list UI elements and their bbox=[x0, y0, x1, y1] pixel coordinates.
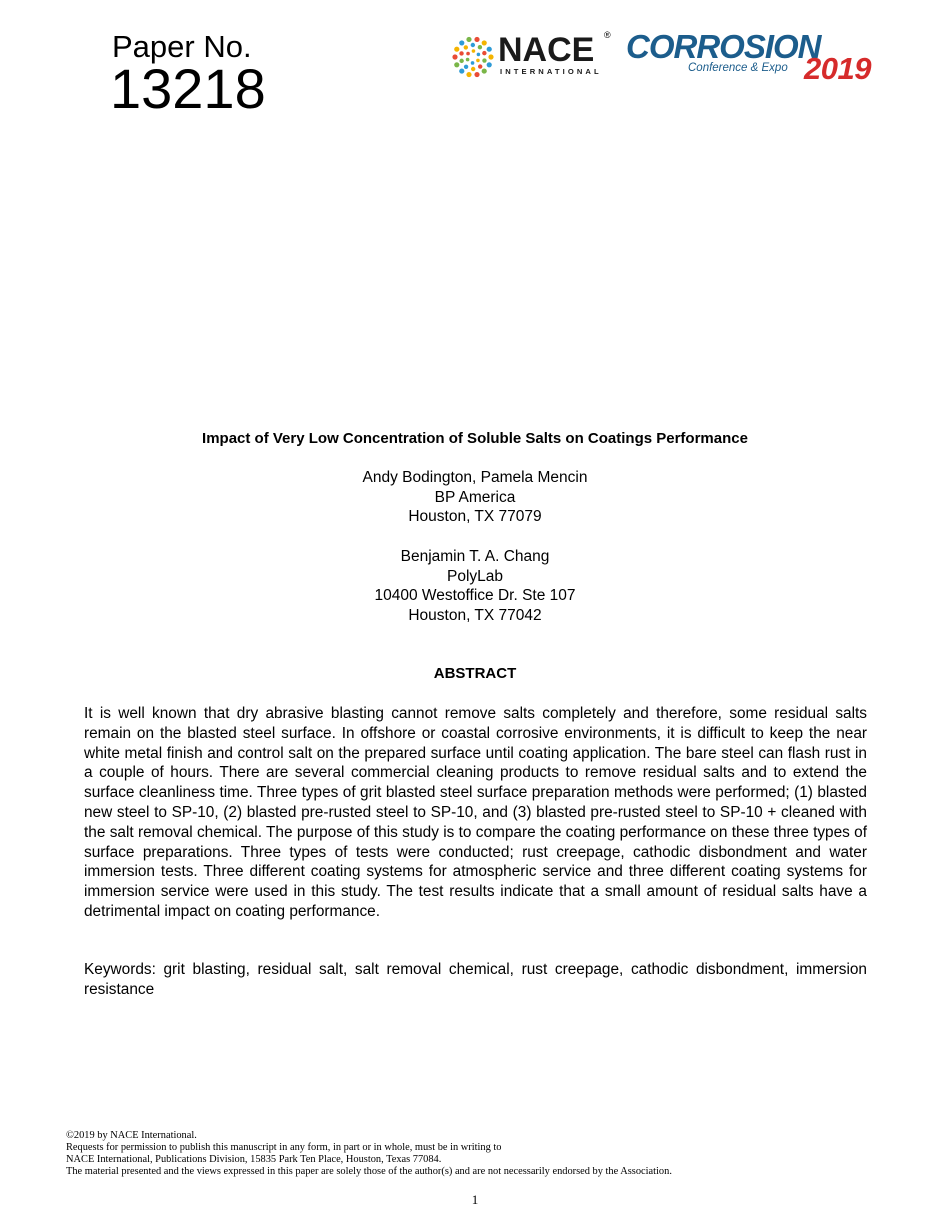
nace-mark-dot bbox=[471, 61, 475, 65]
nace-mark-dot bbox=[454, 62, 459, 67]
nace-mark-dot bbox=[459, 59, 463, 63]
nace-mark-dot bbox=[464, 65, 468, 69]
footer-line: NACE International, Publications Division, 15835 Park Ten Place, Houston, Texas 77084. bbox=[66, 1154, 442, 1166]
nace-mark-dot bbox=[466, 58, 470, 62]
nace-mark-dot bbox=[459, 51, 463, 55]
nace-mark-dot bbox=[478, 64, 482, 68]
corrosion-logo-subtitle: Conference & Expo bbox=[688, 62, 788, 74]
corrosion-2019-logo bbox=[626, 30, 886, 88]
page-number: 1 bbox=[471, 1192, 479, 1207]
nace-logo-registered: ® bbox=[604, 30, 611, 40]
nace-mark-dot bbox=[482, 68, 487, 73]
nace-mark-dot bbox=[482, 51, 486, 55]
keywords: Keywords: grit blasting, residual salt, salt removal chemical, rust creepage, cathodic disbondment, immersion resistance bbox=[84, 961, 867, 998]
corrosion-logo-year: 2019 bbox=[804, 51, 871, 86]
nace-mark-dot bbox=[487, 62, 492, 67]
author-block-2 bbox=[0, 547, 950, 626]
author-line: 10400 Westoffice Dr. Ste 107 bbox=[374, 587, 576, 605]
nace-logo-subtitle: INTERNATIONAL bbox=[500, 67, 602, 76]
nace-mark-dot bbox=[477, 53, 481, 57]
abstract-heading: ABSTRACT bbox=[433, 665, 517, 682]
nace-mark-dot bbox=[454, 47, 459, 52]
nace-mark-dot bbox=[472, 49, 476, 53]
nace-mark-dot bbox=[466, 37, 471, 42]
footer-line: The material presented and the views expressed in this paper are solely those of the author(s) and are not necessarily endorsed by the Association. bbox=[66, 1166, 672, 1178]
author-line: Andy Bodington, Pamela Mencin bbox=[362, 469, 588, 486]
author-line: Houston, TX 77042 bbox=[408, 607, 542, 625]
nace-mark-dot bbox=[488, 54, 493, 59]
nace-logo-word: NACE bbox=[498, 31, 595, 69]
author-block-1 bbox=[0, 468, 950, 527]
nace-mark-dot bbox=[459, 68, 464, 73]
nace-mark-dot bbox=[482, 40, 487, 45]
abstract-body: It is well known that dry abrasive blasting cannot remove salts completely and therefore, some residual salts remain on the blasted steel surface. In offshore or coastal corrosive environments, it is difficult to keep the near white metal finish and control salt on the prepared surface until coating application. The bare steel can flash rust in a couple of hours. There are several commercial cleaning products to remove residual salts and to extend the surface cleanliness time. Three types of grit blasted steel surface preparation methods were performed; (1) blasted new steel to SP-10, (2) blasted pre-rusted steel to SP-10, and (3) blasted pre-rusted steel to SP-10 + cleaned with the salt removal chemical. The purpose of this study is to compare the coating performance on these three types of surface preparations. Three types of tests were conducted; rust creepage, cathodic disbondment and water immersion tests. Three different coating systems for atmospheric service and three different coating systems for immersion service were used in this study. The test results indicate that a small amount of residual salts have a detrimental impact on coating performance. bbox=[84, 705, 867, 920]
paper-number: 13218 bbox=[110, 57, 266, 120]
nace-mark-dot bbox=[471, 43, 475, 47]
author-line: Benjamin T. A. Chang bbox=[400, 548, 550, 565]
author-line: PolyLab bbox=[446, 567, 503, 585]
nace-international-logo bbox=[452, 30, 620, 81]
nace-mark-dot bbox=[471, 67, 475, 71]
nace-mark-dot bbox=[466, 72, 471, 77]
paper-number-label: Paper No. bbox=[112, 29, 252, 64]
nace-mark-dot bbox=[482, 58, 486, 62]
nace-mark-dot bbox=[466, 52, 470, 56]
nace-mark-dot bbox=[452, 54, 457, 59]
nace-globe-icon bbox=[452, 35, 494, 79]
corrosion-logo-word: CORROSION bbox=[626, 28, 821, 65]
author-line: BP America bbox=[434, 488, 516, 506]
copyright-footer bbox=[66, 1130, 672, 1178]
nace-mark-dot bbox=[474, 72, 479, 77]
nace-mark-dot bbox=[476, 59, 480, 63]
nace-mark-dot bbox=[478, 45, 482, 49]
author-line: Houston, TX 77079 bbox=[408, 508, 542, 526]
nace-mark-dot bbox=[464, 45, 468, 49]
footer-line: Requests for permission to publish this manuscript in any form, in part or in whole, must be in writing to bbox=[66, 1142, 502, 1154]
nace-mark-dot bbox=[474, 37, 479, 42]
nace-mark-dot bbox=[487, 47, 492, 52]
footer-line: ©2019 by NACE International. bbox=[66, 1130, 197, 1141]
nace-mark-dot bbox=[459, 40, 464, 45]
paper-title: Impact of Very Low Concentration of Soluble Salts on Coatings Performance bbox=[202, 430, 748, 447]
